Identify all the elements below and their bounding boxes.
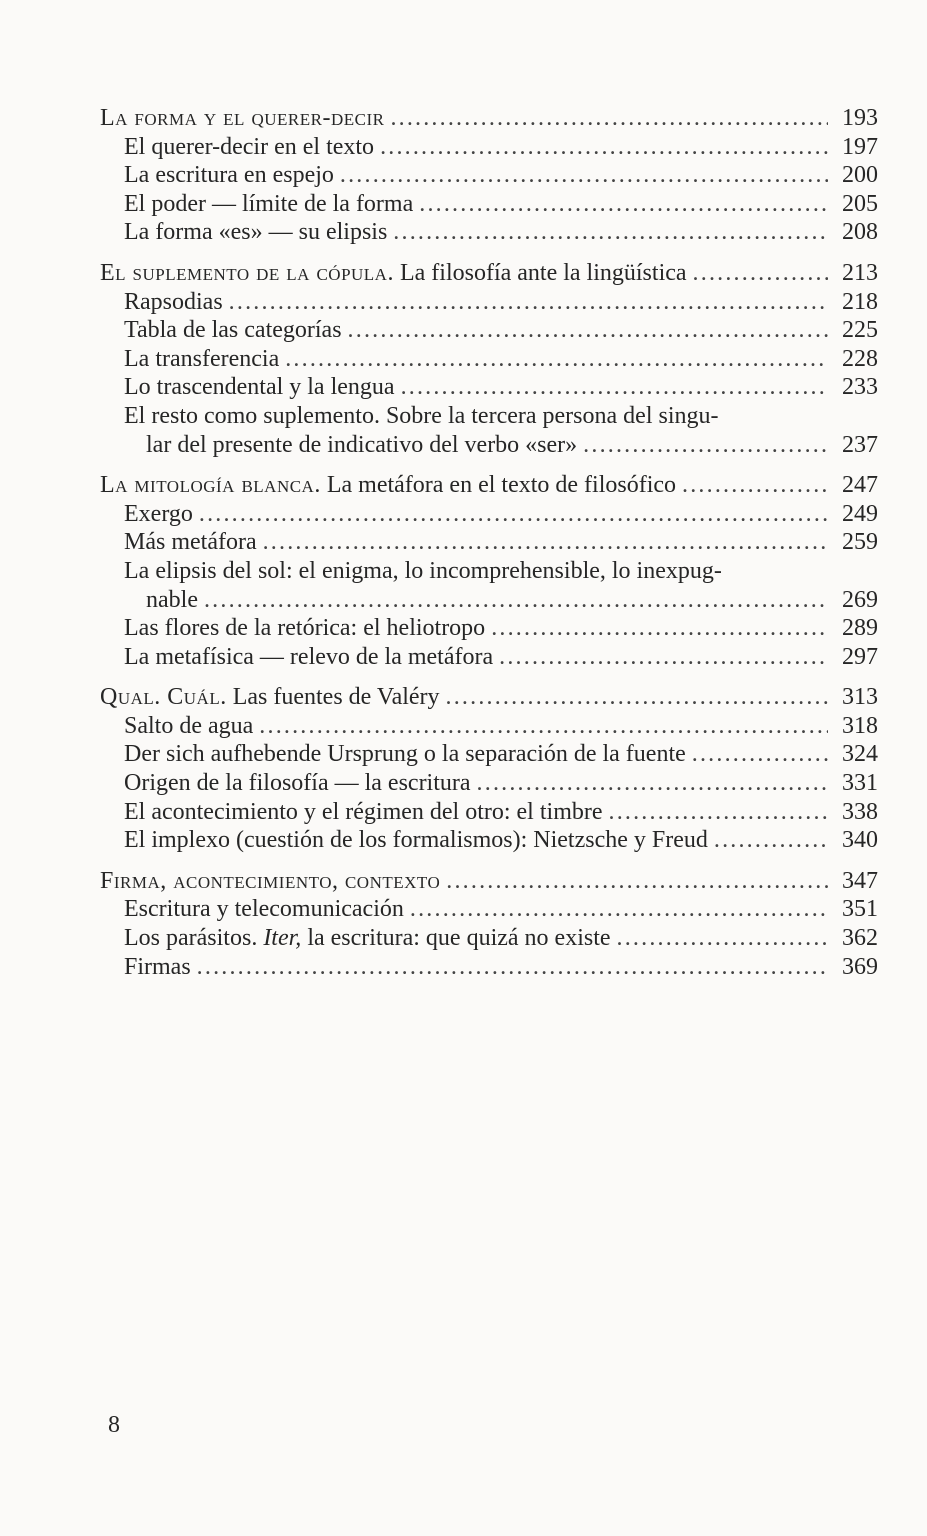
toc-entry xyxy=(100,953,878,982)
dot-leader xyxy=(340,161,828,190)
toc-page-number: 259 xyxy=(842,529,878,556)
toc-page-number: 313 xyxy=(842,684,878,711)
dot-leader xyxy=(197,953,828,982)
toc-entry xyxy=(100,528,878,557)
toc-section xyxy=(100,259,878,288)
toc-page-number: 338 xyxy=(842,798,878,825)
toc-page-number: 208 xyxy=(842,219,878,246)
folio-page-number: 8 xyxy=(108,1412,120,1438)
toc-entry-title: Los parásitos. Iter, la escritura: que quizá no existe xyxy=(124,925,611,952)
toc-entry-title: La forma «es» — su elipsis xyxy=(124,219,388,246)
toc-section xyxy=(100,104,878,133)
toc-section-title: La mitología blanca. La metáfora en el texto de filosófico xyxy=(100,472,677,499)
toc-entry xyxy=(100,769,878,798)
dot-leader xyxy=(229,288,828,317)
toc-entry xyxy=(100,740,878,769)
toc-entry-title: Más metáfora xyxy=(124,529,257,556)
toc-entry xyxy=(100,895,878,924)
toc-entry xyxy=(100,345,878,374)
toc-entry-title-continued: lar del presente de indicativo del verbo «ser» xyxy=(146,431,578,458)
toc-entry xyxy=(100,614,878,643)
toc-page-number: 324 xyxy=(842,741,878,768)
toc-entry-title: El implexo (cuestión de los formalismos): Nietzsche y Freud xyxy=(124,827,708,854)
toc-entry-title: El acontecimiento y el régimen del otro: el timbre xyxy=(124,798,603,825)
dot-leader xyxy=(285,345,828,374)
dot-leader xyxy=(499,643,828,672)
toc-page-number: 225 xyxy=(842,317,878,344)
toc-page-number: 351 xyxy=(842,896,878,923)
toc-entry-wrap-line1 xyxy=(100,402,878,431)
toc-entry xyxy=(100,712,878,741)
toc-entry-title: Rapsodias xyxy=(124,288,223,315)
dot-leader xyxy=(617,924,828,953)
toc-section xyxy=(100,471,878,500)
toc-page-number: 347 xyxy=(842,867,878,894)
toc-page-number: 340 xyxy=(842,827,878,854)
toc-entry-title: Escritura y telecomunicación xyxy=(124,896,404,923)
toc-entry xyxy=(100,288,878,317)
toc-section xyxy=(100,683,878,712)
toc-page-number: 218 xyxy=(842,288,878,315)
dot-leader xyxy=(348,316,828,345)
toc-entry-title: La elipsis del sol: el enigma, lo incomprehensible, lo inexpug- xyxy=(124,557,722,584)
toc-entry xyxy=(100,316,878,345)
toc-page-number: 289 xyxy=(842,615,878,642)
toc-page-number: 197 xyxy=(842,133,878,160)
dot-leader xyxy=(477,769,828,798)
toc-section xyxy=(100,867,878,896)
toc-entry-title: El resto como suplemento. Sobre la tercera persona del singu- xyxy=(124,402,719,429)
toc-section-title: El suplemento de la cópula. La filosofía ante la lingüística xyxy=(100,259,687,286)
toc-entry-title: Der sich aufhebende Ursprung o la separación de la fuente xyxy=(124,741,686,768)
dot-leader xyxy=(199,500,828,529)
dot-leader xyxy=(401,373,828,402)
dot-leader xyxy=(714,826,828,855)
toc-page-number: 213 xyxy=(842,259,878,286)
dot-leader xyxy=(263,528,828,557)
toc-entry xyxy=(100,500,878,529)
dot-leader xyxy=(259,712,828,741)
dot-leader xyxy=(682,471,828,500)
toc-entry-title: Origen de la filosofía — la escritura xyxy=(124,770,471,797)
toc-entry-wrap-line1 xyxy=(100,557,878,586)
toc-entry-title: Las flores de la retórica: el heliotropo xyxy=(124,615,486,642)
toc-entry-title: Firmas xyxy=(124,953,191,980)
dot-leader xyxy=(446,683,828,712)
toc-entry xyxy=(100,798,878,827)
toc-page-number: 205 xyxy=(842,190,878,217)
toc-page-number: 237 xyxy=(842,431,878,458)
toc-page-number: 369 xyxy=(842,953,878,980)
toc-entry-title: Exergo xyxy=(124,500,193,527)
toc-page-number: 318 xyxy=(842,712,878,739)
dot-leader xyxy=(204,586,828,615)
dot-leader xyxy=(419,190,828,219)
dot-leader xyxy=(446,867,828,896)
toc-entry-title: Lo trascendental y la lengua xyxy=(124,374,395,401)
toc-section-title: Firma, acontecimiento, contexto xyxy=(100,867,441,894)
toc-page-number: 362 xyxy=(842,925,878,952)
toc-entry-title: La transferencia xyxy=(124,345,280,372)
toc-entry-title: Salto de agua xyxy=(124,712,254,739)
toc-page-number: 233 xyxy=(842,374,878,401)
toc-entry xyxy=(100,826,878,855)
dot-leader xyxy=(390,104,828,133)
toc-entry xyxy=(100,218,878,247)
toc-entry-title: El poder — límite de la forma xyxy=(124,190,414,217)
toc-page-number: 193 xyxy=(842,105,878,131)
dot-leader xyxy=(410,895,828,924)
toc-page-number: 331 xyxy=(842,770,878,797)
toc-entry-wrap-line2 xyxy=(100,431,878,460)
toc-entry xyxy=(100,373,878,402)
toc-entry xyxy=(100,190,878,219)
dot-leader xyxy=(693,259,828,288)
toc-page-number: 247 xyxy=(842,472,878,499)
toc-entry-title-continued: nable xyxy=(146,586,198,613)
toc-entry xyxy=(100,133,878,162)
toc-entry-title: La escritura en espejo xyxy=(124,162,334,189)
toc-entry xyxy=(100,643,878,672)
toc-page-number: 200 xyxy=(842,162,878,189)
toc-entry-title: El querer-decir en el texto xyxy=(124,133,375,160)
dot-leader xyxy=(491,614,828,643)
table-of-contents xyxy=(100,104,878,981)
toc-entry-wrap-line2 xyxy=(100,586,878,615)
toc-section-title: Qual. Cuál. Las fuentes de Valéry xyxy=(100,684,440,711)
toc-page-number: 228 xyxy=(842,345,878,372)
toc-page-number: 249 xyxy=(842,500,878,527)
dot-leader xyxy=(393,218,828,247)
toc-page-number: 297 xyxy=(842,643,878,670)
toc-entry-title: La metafísica — relevo de la metáfora xyxy=(124,643,494,670)
dot-leader xyxy=(583,431,828,460)
dot-leader xyxy=(380,133,828,162)
toc-section-title: La forma y el querer-decir xyxy=(100,105,385,131)
toc-entry xyxy=(100,161,878,190)
dot-leader xyxy=(609,798,829,827)
toc-entry xyxy=(100,924,878,953)
toc-entry-title: Tabla de las categorías xyxy=(124,317,342,344)
dot-leader xyxy=(692,740,828,769)
toc-page-number: 269 xyxy=(842,586,878,613)
